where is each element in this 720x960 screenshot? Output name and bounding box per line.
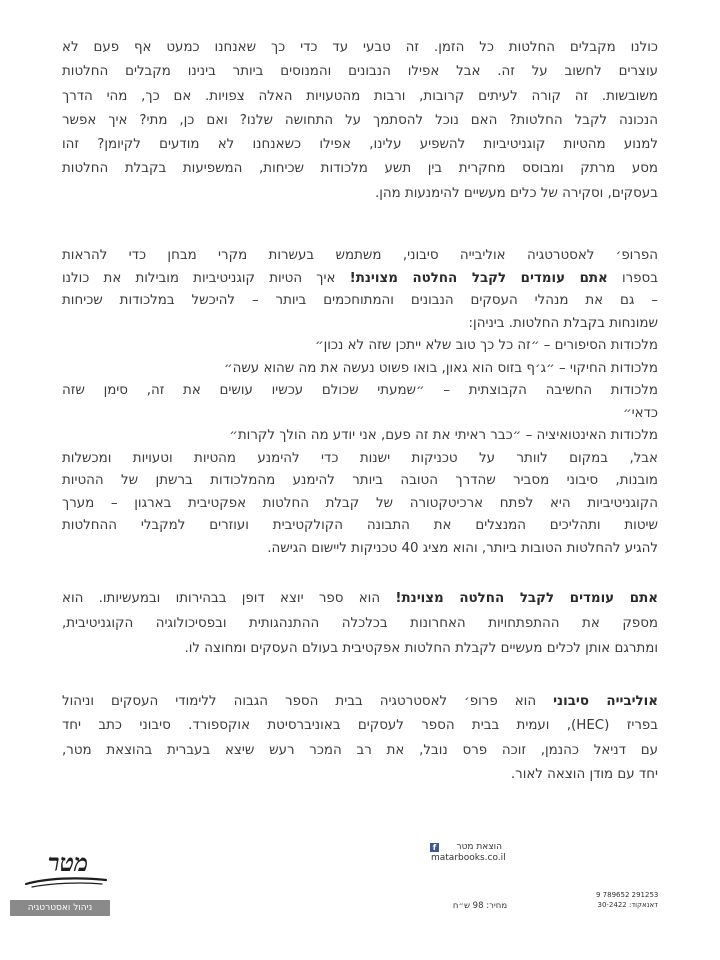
catalog-code: דאנאקוד: 30-2422	[597, 901, 658, 909]
blurb-line: מובנות, סיבוני מסביר שהדרך הטובה ביותר להימנע מהמלכודות ברשתן של ההטיות	[62, 473, 658, 488]
publisher-logo	[22, 848, 110, 892]
blurb-line: – גם את מנהלי העסקים הנבונים והמתוחכמים ביותר – להיכשל במלכודות שכיחות	[62, 293, 658, 308]
line-text: הוא פרופ׳ לאסטרטגיה בבית הספר הגבוה ללימודי העסקים וניהול	[62, 694, 554, 709]
publisher-social	[430, 841, 502, 853]
trap-list-item: מלכודות הסיפורים – ״זה כל כך טוב שלא ייתכן שזה לא נכון״	[314, 338, 658, 353]
blurb-line: הפרופ׳ לאסטרטגיה אוליבייה סיבוני, משתמש בעשרות מקרי מבחן כדי להראות	[62, 248, 658, 263]
line-text: איך הטיות קוגניטיביות מובילות את כולנו	[62, 270, 350, 286]
trap-list-item: מלכודות האינטואיציה – ״כבר ראיתי את זה פעם, אני יודע מה הולך לקרות״	[229, 428, 658, 443]
blurb-line: מסע מרתק ומבוסס מחקרית בין תשע מלכודות שכיחות, המשפיעות בקבלת החלטות	[62, 161, 658, 177]
author-bio	[62, 690, 658, 787]
blurb-line	[62, 690, 658, 714]
logo-swoosh	[22, 874, 110, 890]
blurb-paragraph-2	[62, 245, 658, 560]
blurb-line: שיטות ותהליכים המנצלים את התבונה הקולקטיבית ועוזרים למקבלי ההחלטות	[62, 518, 658, 533]
book-title-inline: אתם עומדים לקבל החלטה מצוינת!	[349, 270, 608, 286]
price-label: מחיר: 98 ש״ח	[452, 901, 508, 911]
blurb-line: הקוגניטיביות היא לפתח ארכיטקטורה של קבלת החלטות אפקטיבית בארגון – מערך	[62, 495, 658, 511]
blurb-line: מספק את ההתפתחויות האחרונות בכלכלה ההתנהגותית ובפסיכולוגיה הקוגניטיבית,	[62, 616, 658, 631]
trap-list-item-continued: כדאי״	[623, 405, 658, 421]
blurb-line: משובשות. זה קורה לעיתים קרובות, ורבות מהטעויות האלה צפויות. אם כך, מהי הדרך	[62, 88, 658, 104]
blurb-line: בעסקים, וסקירה של כלים מעשיים להימנעות מהן.	[374, 185, 658, 201]
blurb-line: להגיע להחלטות הטובות ביותר, והוא מציג 40 טכניקות ליישום הגישה.	[267, 540, 658, 556]
blurb-line: עם דניאל כהנמן, זוכה פרס נובל, את רב המכר רעש שיצא בעברית בהוצאת מטר,	[62, 742, 658, 758]
publisher-website: matarbooks.co.il	[431, 853, 506, 863]
series-label: ניהול ואסטרטגיה	[10, 900, 110, 916]
blurb-line: עוצרים לחשוב על זה. אבל אפילו הנבונים והמנוסים ביותר בינינו מקבלים החלטות	[62, 64, 658, 80]
blurb-line	[62, 268, 658, 291]
publisher-name: הוצאת מטר	[456, 842, 502, 852]
blurb-line: שמונחות בקבלת החלטות. ביניהן:	[468, 315, 658, 331]
line-text: הוא ספר יוצא דופן בבהירותו ובמעשיותו. הוא	[62, 591, 396, 606]
blurb-paragraph-3	[62, 586, 658, 661]
facebook-icon: f	[430, 843, 439, 852]
isbn-number: 9 789652 291253	[596, 891, 659, 899]
blurb-line: בפריז (HEC), ועמית בבית הספר לעסקים באוניברסיטת אוקספורד. סיבוני כתב יחד	[62, 718, 658, 734]
author-name: אוליבייה סיבוני	[553, 694, 658, 709]
book-title-inline: אתם עומדים לקבל החלטה מצוינת!	[395, 591, 658, 606]
blurb-line: למנוע מהטיות קוגניטיביות להשפיע עלינו, אפילו כשאנחנו לא מודעים לקיומן? זהו	[62, 137, 658, 153]
publisher-logo-text: מטר	[47, 848, 89, 877]
trap-list-item: מלכודות החיקוי – ״ג׳ף בזוס הוא גאון, בואו פשוט נעשה את מה שהוא עשה״	[223, 360, 658, 376]
blurb-paragraph-1	[62, 36, 658, 206]
blurb-line: אבל, במקום לוותר על טכניקות ישנות כדי להימנע מהטיות וטעויות ומכשלות	[62, 450, 658, 466]
blurb-line: ומתרגם אותן לכלים מעשיים לקבלת החלטות אפקטיבית בעולם העסקים ומחוצה לו.	[184, 641, 658, 656]
blurb-line	[62, 586, 658, 611]
trap-list-item: מלכודות החשיבה הקבוצתית – ״שמעתי שכולם עכשיו עושים את זה, סימן שזה	[62, 383, 658, 398]
blurb-line: יחד עם מודן הוצאה לאור.	[510, 766, 658, 782]
blurb-line: הנכונה לקבל החלטות? האם נוכל להסתמך על התחושה שלנו? ואם כן, מתי? איך אפשר	[62, 112, 658, 128]
blurb-line: כולנו מקבלים החלטות כל הזמן. זה טבעי עד כדי כך שאנחנו כמעט אף פעם לא	[62, 40, 658, 55]
line-text: בספרו	[607, 270, 658, 286]
